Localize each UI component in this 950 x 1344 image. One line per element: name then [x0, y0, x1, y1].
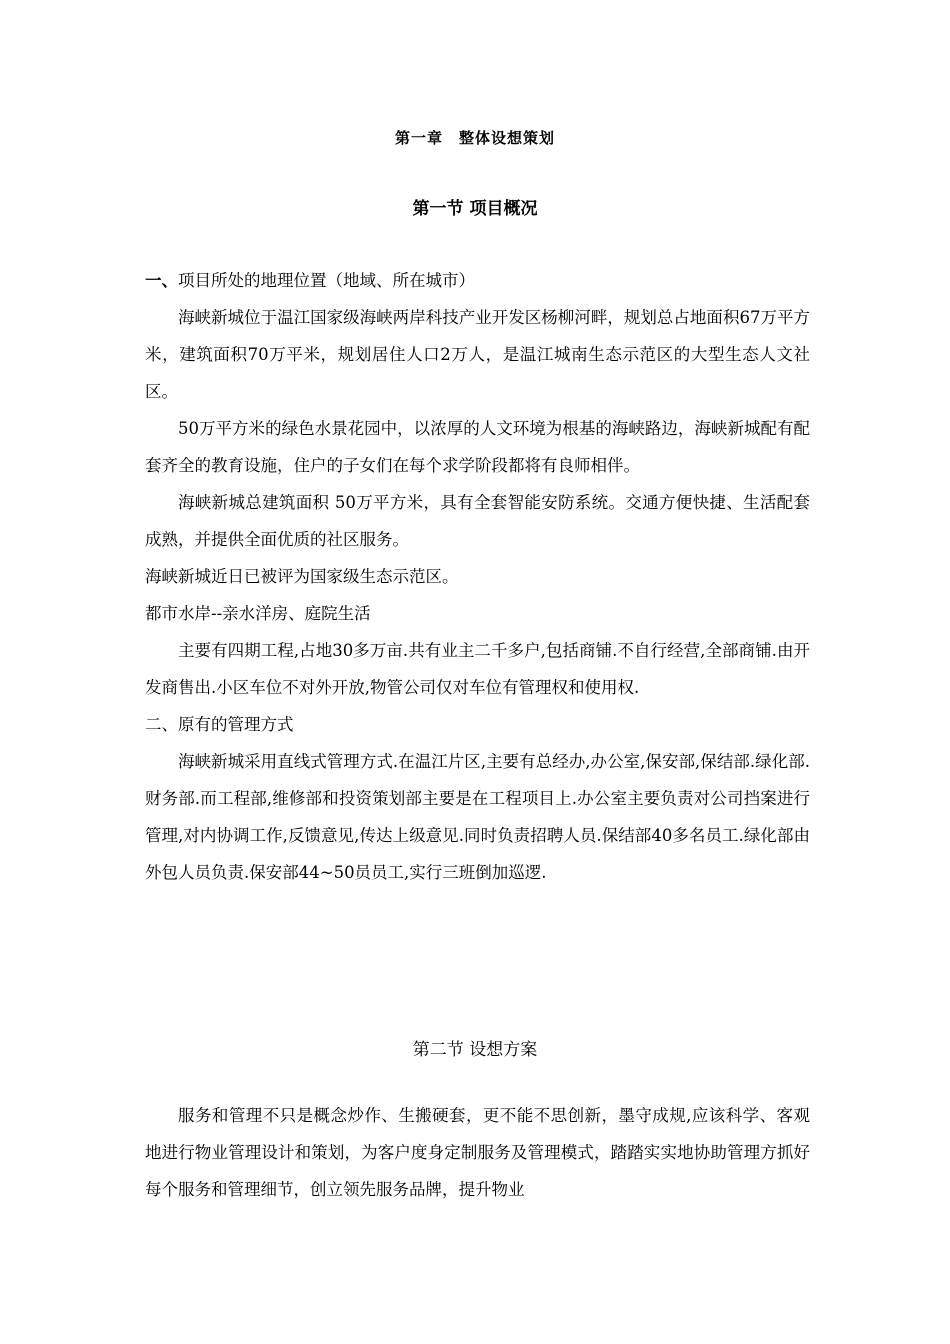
chapter-title: 第一章 整体设想策划 — [394, 129, 555, 147]
heading-management: 二、原有的管理方式 — [145, 715, 294, 734]
section-body-overview — [145, 262, 810, 891]
line-eco-award: 海峡新城近日已被评为国家级生态示范区。 — [145, 567, 459, 586]
heading-location-number: 一、 — [145, 271, 178, 290]
line-slogan: 都市水岸--亲水洋房、庭院生活 — [145, 604, 371, 623]
heading-location-text: 项目所处的地理位置（地域、所在城市） — [178, 271, 475, 290]
paragraph-building-area: 海峡新城总建筑面积 50万平方米，具有全套智能安防系统。交通方便快捷、生活配套成熟，并提供全面优质的社区服务。 — [145, 493, 810, 549]
section-title-overview: 第一节 项目概况 — [412, 199, 538, 219]
paragraph-location: 海峡新城位于温江国家级海峡两岸科技产业开发区杨柳河畔，规划总占地面积67万平方米，建筑面积70万平米，规划居住人口2万人，是温江城南生态示范区的大型生态人文社区。 — [145, 308, 810, 401]
paragraph-service-plan: 服务和管理不只是概念炒作、生搬硬套，更不能不思创新，墨守成规,应该科学、客观地进行物业管理设计和策划，为客户度身定制服务及管理模式，踏踏实实地协助管理方抓好每个服务和管理细节，创立领先服务品牌，提升物业 — [145, 1106, 810, 1199]
section-body-plan — [145, 1097, 810, 1208]
section-title-plan: 第二节 设想方案 — [412, 1040, 538, 1060]
paragraph-management: 海峡新城采用直线式管理方式.在温江片区,主要有总经办,办公室,保安部,保结部.绿化部.财务部.而工程部,维修部和投资策划部主要是在工程项目上.办公室主要负责对公司挡案进行管理,对内协调工作,反馈意见,传达上级意见.同时负责招聘人员.保结部40多名员工.绿化部由外包人员负责.保安部44~50员员工,实行三班倒加巡逻. — [145, 752, 810, 882]
heading-location — [145, 262, 810, 299]
paragraph-project-phases: 主要有四期工程,占地30多万亩.共有业主二千多户,包括商铺.不自行经营,全部商铺.由开发商售出.小区车位不对外开放,物管公司仅对车位有管理权和使用权. — [145, 641, 810, 697]
paragraph-garden: 50万平方米的绿色水景花园中，以浓厚的人文环境为根基的海峡路边，海峡新城配有配套齐全的教育设施，住户的子女们在每个求学阶段都将有良师相伴。 — [145, 419, 810, 475]
